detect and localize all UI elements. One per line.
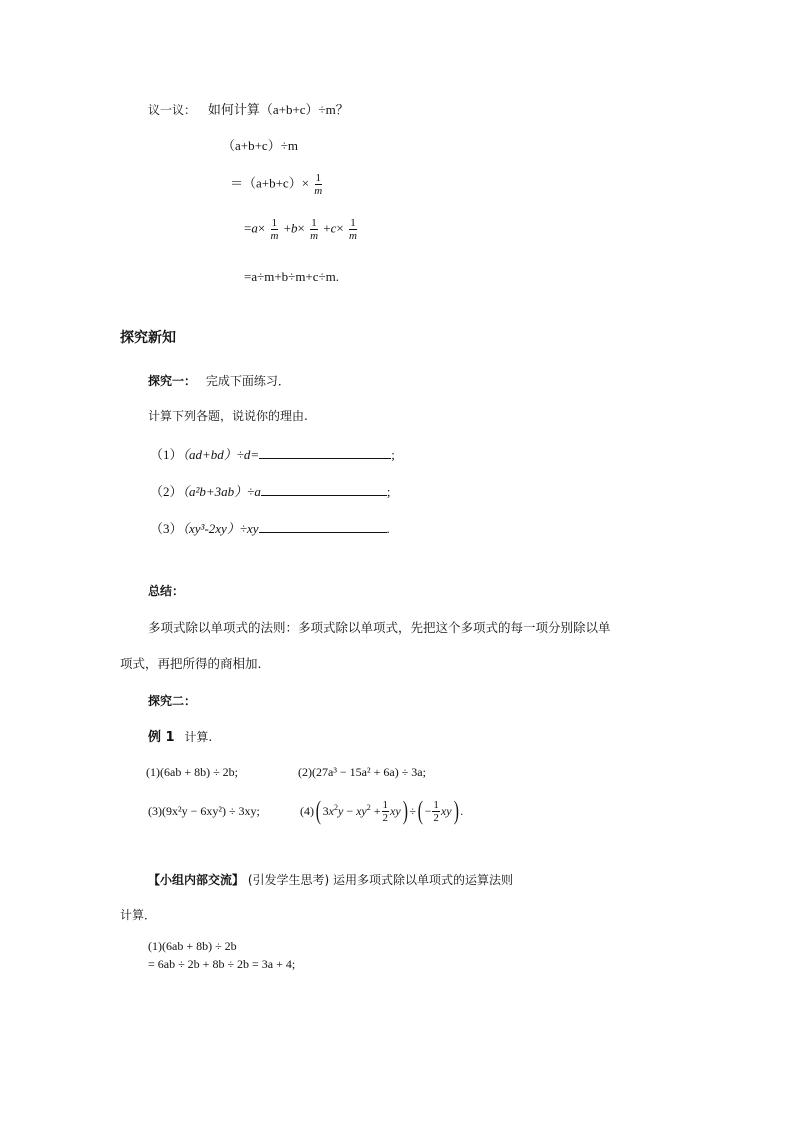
fraction: $\frac{1}{m}$ <box>310 217 319 242</box>
exercise-1: （1）（ad+bd）÷d= ; <box>150 447 395 462</box>
summary-line1: 多项式除以单项式的法则：多项式除以单项式，先把这个多项式的每一项分别除以单 <box>148 620 611 635</box>
fraction: $\frac{1}{2}$ <box>382 798 389 824</box>
discuss-step3: =a÷m+b÷m+c÷m. <box>244 269 340 284</box>
explore1-heading <box>148 373 290 389</box>
example-label: 例 1 <box>148 730 175 745</box>
fraction: $\frac{1}{m}$ <box>349 217 357 242</box>
discuss-label: 议一议： <box>148 103 197 117</box>
explore2-label: 探究二： <box>148 694 197 708</box>
explore1-instruction: 计算下列各题，说说你的理由. <box>148 409 308 423</box>
discuss-step1-prefix: ＝（a+b+c）× <box>230 175 310 191</box>
solution-line2: = 6ab ÷ 2b + 8b ÷ 2b = 3a + 4; <box>148 957 296 971</box>
answer-blank[interactable] <box>261 483 387 496</box>
problem-2: (2)(27a³ − 15a² + 6a) ÷ 3a; <box>298 765 426 779</box>
exercise-2: （2）（a²b+3ab）÷a ; <box>150 484 391 499</box>
summary-label: 总结： <box>148 584 185 598</box>
problem-3: (3)(9x²y − 6xy²) ÷ 3xy; <box>148 804 260 818</box>
explore1-text: 完成下面练习． <box>205 374 290 388</box>
answer-blank[interactable] <box>259 520 387 533</box>
group-line2: 计算． <box>120 908 157 922</box>
section-title: 探究新知 <box>120 330 176 346</box>
problem-4: (4) ( $3x^2y - xy^2$ + $\frac{1}{2}$ xy ) ÷ ( − $\frac{1}{2}$ xy ) . <box>300 796 464 825</box>
discuss-question-text: 如何计算（a+b+c）÷m？ <box>207 102 349 117</box>
group-label: 【小组内部交流】 <box>148 873 245 887</box>
fraction: $\frac{1}{m}$ <box>270 217 279 242</box>
problem-1: (1)(6ab + 8b) ÷ 2b; <box>146 765 238 779</box>
fraction: $\frac{1}{m}$ <box>314 172 323 197</box>
summary-line2: 项式，再把所得的商相加. <box>120 656 262 671</box>
exercise-3: （3）（xy³-2xy）÷xy . <box>150 521 390 536</box>
discuss-step2: =a× $\frac{1}{m}$ +b× $\frac{1}{m}$ +c× $\frac{1}{m}$ <box>244 217 357 242</box>
answer-blank[interactable] <box>259 446 391 459</box>
example-text: 计算. <box>184 730 213 744</box>
group-heading <box>148 872 513 888</box>
explore1-label: 探究一： <box>148 374 197 388</box>
discuss-step1 <box>230 172 324 197</box>
solution-line1: (1)(6ab + 8b) ÷ 2b <box>148 939 237 953</box>
discuss-step0: （a+b+c）÷m <box>222 138 298 153</box>
fraction: $\frac{1}{2}$ <box>433 798 439 824</box>
discuss-question <box>148 102 349 118</box>
group-text: (引发学生思考) 运用多项式除以单项式的运算法则 <box>247 873 514 887</box>
example-heading <box>148 729 212 746</box>
